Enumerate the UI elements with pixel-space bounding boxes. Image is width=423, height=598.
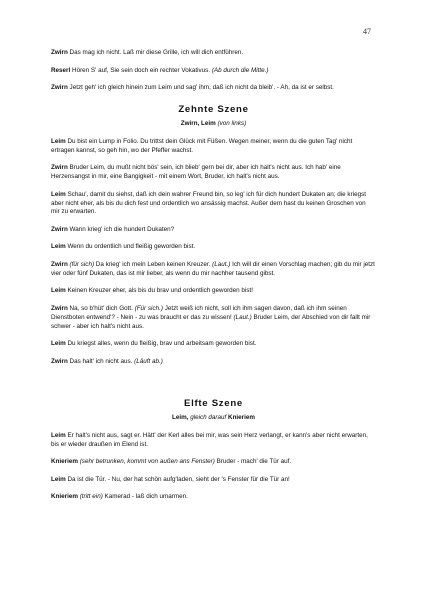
speaker-name: Zwirn: [51, 49, 68, 56]
dialogue-text: Keinen Kreuzer eher, als bis du brav und ordentlich geworden bist!: [67, 287, 253, 295]
dialogue-line: [51, 493, 376, 502]
speaker-name: Zwirn: [51, 260, 68, 268]
dialogue-line: [51, 84, 376, 93]
dialogue-line: [51, 340, 376, 349]
stage-direction: gleich darauf: [190, 414, 227, 422]
dialogue-text: Bruder Leim, du mußt nicht bös' sein, ich blieb' gern bei dir, aber ich halt's nicht aus. Ich hab' eine Herzensangst in mir, eine Bangigkeit - mit einem Wort, Bruder, ich halt's nicht aus.: [51, 164, 341, 181]
dialogue-text: Du kriegst alles, wenn du fleißig, brav und arbeitsam geworden bist.: [67, 340, 257, 348]
speaker-name: Leim: [51, 340, 66, 348]
dialogue-text: Jetzt geh' ich gleich hinein zum Leim und sag' ihm, daß ich nicht da bleib'. - Ah, da ist er selbst.: [69, 84, 334, 91]
dialogue-text: Du bist ein Lump in Folio. Du trittst dein Glück mit Füßen. Wegen meiner, wenn du die guten Tag' nicht ertragen kannst, so geh hin, wo der Pfeffer wachst.: [51, 137, 353, 154]
dialogue-line: [51, 476, 376, 485]
speaker-name: Zwirn: [51, 225, 68, 233]
speaker-name: Leim: [51, 137, 66, 145]
dialogue-text: Na, so b'hüt' dich Gott.: [69, 304, 133, 312]
stage-direction: (Für sich.): [134, 304, 163, 312]
speaker-name: Leim: [51, 475, 66, 483]
speaker-name: Leim: [51, 432, 66, 440]
dialogue-text: Da krieg' ich mein Leben keinen Kreuzer.: [95, 260, 211, 268]
dialogue-text: Wenn du ordentlich und fleißig geworden bist.: [67, 243, 196, 251]
dialogue-line: [51, 432, 376, 450]
dialogue-text: Wann krieg' ich die hundert Dukaten?: [69, 225, 175, 233]
dialogue-line: [51, 138, 376, 156]
dialogue-text: Das mag ich nicht. Laß mir diese Grille, ich will dich entführen.: [69, 49, 244, 56]
dialogue-line: [51, 458, 376, 467]
dialogue-line: [51, 287, 376, 296]
scene-cast: [51, 414, 376, 423]
dialogue-text: Kamerad - laß dich umarmen.: [104, 493, 188, 501]
stage-direction: (Ab durch die Mitte.): [211, 66, 269, 74]
stage-direction: (tritt ein): [79, 493, 103, 501]
scene-heading: Zehnte Szene: [178, 103, 249, 115]
dialogue-line: [51, 243, 376, 252]
stage-direction: (Läuft ab.): [134, 357, 163, 365]
dialogue-text: Bruder - mach' die Tür auf.: [216, 458, 292, 466]
stage-direction: (Laut.): [233, 313, 252, 321]
dialogue-line: [51, 164, 376, 182]
dialogue-text: Hören S' auf, Sie sein doch ein rechter Vokativus.: [72, 66, 211, 74]
speaker-name: Leim: [51, 190, 66, 198]
cast-names: Zwirn, Leim: [180, 119, 216, 127]
stage-direction: (für sich): [69, 260, 95, 268]
dialogue-line: [51, 49, 376, 58]
dialogue-line: [51, 305, 376, 332]
speaker-name: Leim: [51, 243, 66, 251]
play-text: [51, 49, 376, 511]
speaker-name: Knieriem: [51, 458, 78, 466]
page-number: 47: [363, 27, 371, 36]
scene-heading: Elfte Szene: [184, 398, 243, 410]
speaker-name: Zwirn: [51, 357, 68, 365]
speaker-name: Zwirn: [51, 164, 68, 172]
dialogue-text: Das halt' ich nicht aus.: [69, 357, 133, 365]
cast-names: Leim,: [172, 414, 189, 422]
dialogue-text: Er halt's nicht aus, sagt er. Hätt' der Kerl alles bei mir, was sein Herz verlangt, er kann's aber nicht erwarten, bis er wieder draußen im Elend ist.: [51, 432, 368, 448]
speaker-name: Reserl: [51, 66, 71, 74]
dialogue-line: [51, 358, 376, 367]
dialogue-text: Da ist die Tür. - Nu, der hat schön aufg'laden, sieht der 's Fenster für die Tür an!: [67, 475, 290, 483]
scene-cast: [51, 120, 376, 129]
dialogue-text: Jetzt weiß ich nicht, soll ich ihm sagen davon, daß ich ihm seinen Dienstboten entwend'? - Nein - zu was braucht er das zu wissen!: [51, 304, 347, 321]
speaker-name: Zwirn: [51, 304, 68, 312]
stage-direction: (sehr betrunken, kommt von außen ans Fenster): [79, 458, 215, 466]
dialogue-text: Bruder Leim, der Abschied von dir fallt mir schwer - aber ich halt's nicht aus.: [51, 313, 371, 330]
cast-names: Knieriem: [228, 414, 255, 422]
speaker-name: Knieriem: [51, 493, 78, 501]
dialogue-text: Ich will dir einen Vorschlag machen; gib du mir jetzt vier oder fünf Dukaten, das ist mir lieber, als wenn du mir nachher tausend gibst.: [51, 260, 375, 277]
speaker-name: Leim: [51, 287, 66, 295]
speaker-name: Zwirn: [51, 84, 68, 91]
stage-direction: (Laut.): [212, 260, 231, 268]
dialogue-line: [51, 67, 376, 76]
stage-direction: (von links): [217, 119, 247, 127]
dialogue-line: [51, 226, 376, 235]
dialogue-line: [51, 191, 376, 218]
dialogue-text: Schau', damit du siehst, daß ich dein wahrer Freund bin, so leg' ich für dich hundert Dukaten an; die kriegst aber nicht eher, als bis du dich fest und ordentlich wo ansässig machst. Außer dem hast du keinen Groschen von mir zu erwarten.: [51, 190, 366, 216]
dialogue-line: [51, 261, 376, 279]
